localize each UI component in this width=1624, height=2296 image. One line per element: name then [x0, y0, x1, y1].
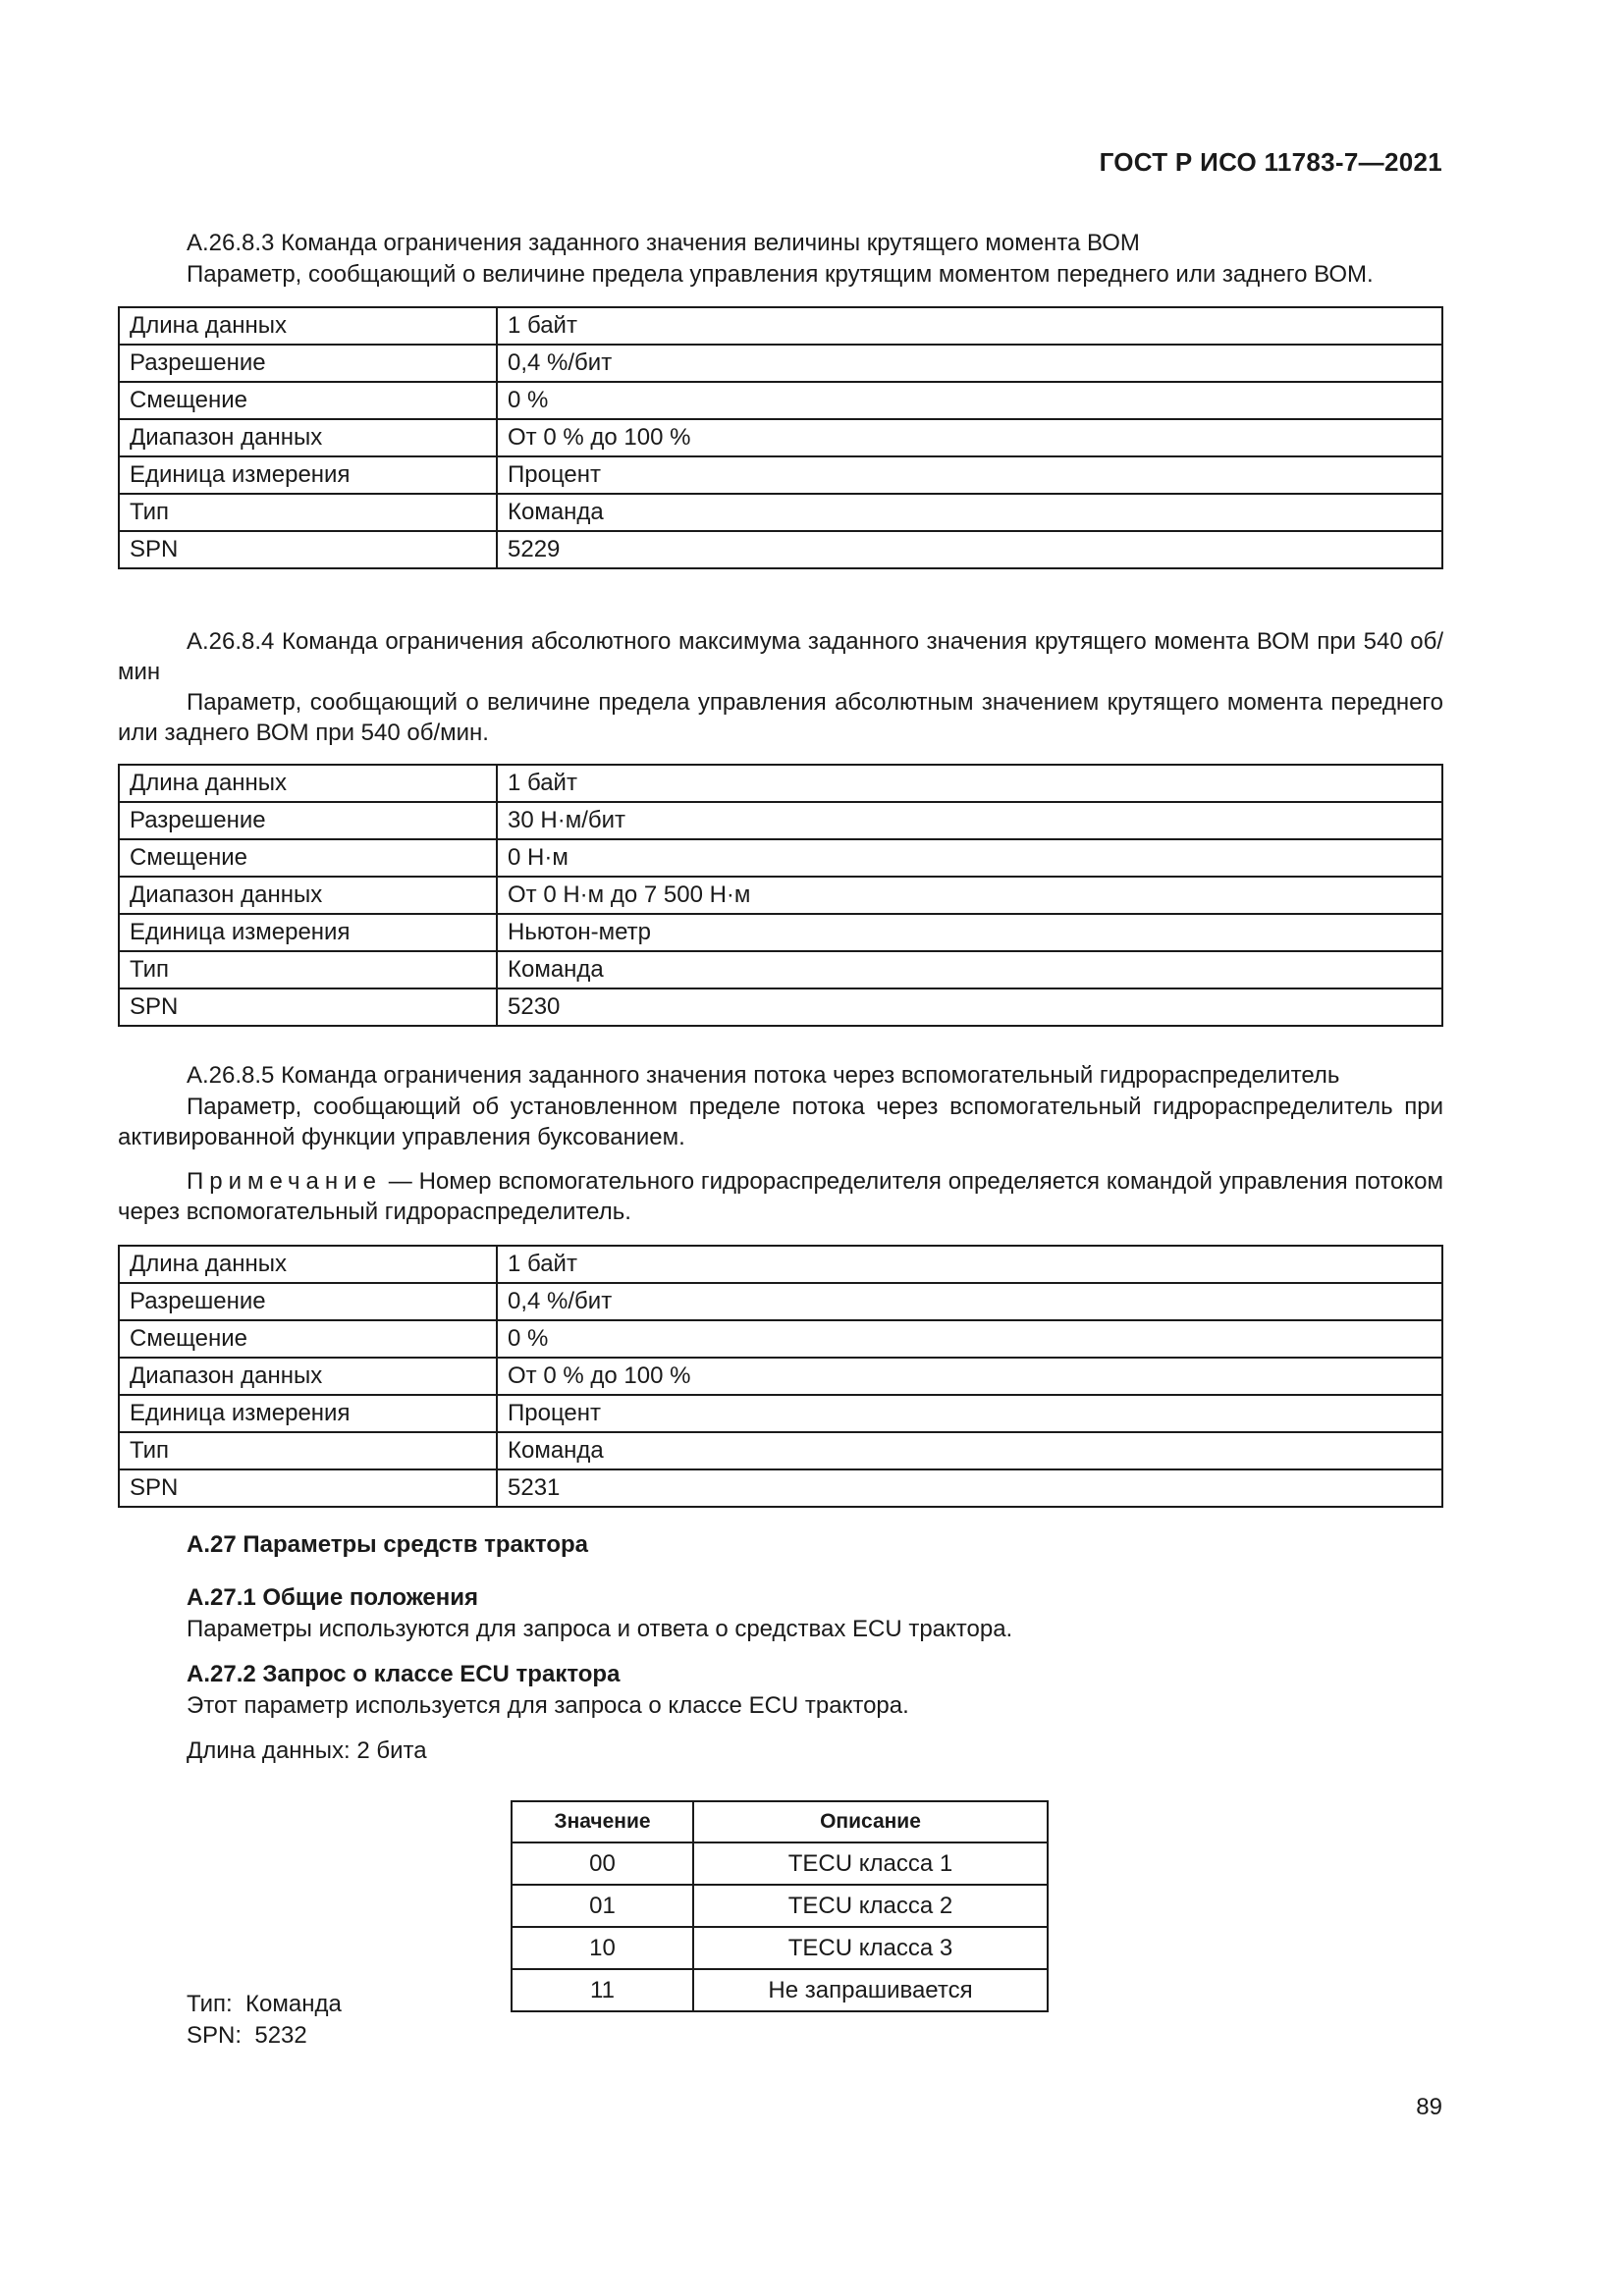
page-number: 89 [1416, 2094, 1442, 2120]
note-text: — Номер вспомогательного гидрораспределителя определяется командой управления потоком через вспомогательный гидрораспределитель. [118, 1168, 1443, 1225]
row-label: SPN [119, 1469, 497, 1507]
row-value: Процент [497, 1395, 1442, 1432]
value-cell: 01 [512, 1885, 693, 1927]
table-row [119, 382, 1442, 419]
parameter-table [118, 764, 1443, 1027]
row-value: 1 байт [497, 1246, 1442, 1283]
row-value: 5229 [497, 531, 1442, 568]
row-label: Смещение [119, 1320, 497, 1358]
description-cell: TECU класса 2 [693, 1885, 1048, 1927]
row-label: Тип [119, 1432, 497, 1469]
table-row [119, 494, 1442, 531]
description-cell: Не запрашивается [693, 1969, 1048, 2011]
row-value: От 0 % до 100 % [497, 419, 1442, 456]
data-length: Длина данных: 2 бита [187, 1737, 427, 1764]
row-label: Смещение [119, 382, 497, 419]
row-value: 5231 [497, 1469, 1442, 1507]
table-row [119, 1469, 1442, 1507]
row-label: Разрешение [119, 345, 497, 382]
row-value: Команда [497, 494, 1442, 531]
row-label: Разрешение [119, 1283, 497, 1320]
row-label: Единица измерения [119, 914, 497, 951]
table-row [119, 1395, 1442, 1432]
table-row [512, 1927, 1048, 1969]
row-value: 1 байт [497, 765, 1442, 802]
parameter-table [118, 1245, 1443, 1508]
description-cell: TECU класса 1 [693, 1842, 1048, 1885]
table-row [119, 345, 1442, 382]
row-label: Тип [119, 951, 497, 988]
row-value: 5230 [497, 988, 1442, 1026]
row-value: 0,4 %/бит [497, 345, 1442, 382]
table-row [119, 914, 1442, 951]
table-row [119, 307, 1442, 345]
row-label: SPN [119, 988, 497, 1026]
type-line [187, 1989, 776, 2019]
row-label: Тип [119, 494, 497, 531]
row-label: Единица измерения [119, 456, 497, 494]
table-row [119, 1358, 1442, 1395]
section-text: Параметр, сообщающий об установленном пределе потока через вспомогательный гидрораспределитель при активированной функции управления буксованием. [118, 1094, 1443, 1150]
subsection-text: Параметры используются для запроса и ответа о средствах ECU трактора. [187, 1616, 1013, 1642]
column-header: Значение [512, 1801, 693, 1842]
row-label: Смещение [119, 839, 497, 877]
row-label: Длина данных [119, 1246, 497, 1283]
table-row [119, 1320, 1442, 1358]
row-value: 1 байт [497, 307, 1442, 345]
section-text: Параметр, сообщающий о величине предела управления крутящим моментом переднего или заднего ВОМ. [187, 261, 1374, 288]
table-row [119, 802, 1442, 839]
section-heading: А.26.8.4 Команда ограничения абсолютного максимума заданного значения крутящего момента ВОМ при 540 об/мин [118, 628, 1443, 685]
table-row [119, 1432, 1442, 1469]
table-row [512, 1885, 1048, 1927]
row-value: 0 % [497, 1320, 1442, 1358]
row-value: 0,4 %/бит [497, 1283, 1442, 1320]
table-row [119, 988, 1442, 1026]
row-label: Диапазон данных [119, 419, 497, 456]
section-text: Параметр, сообщающий о величине предела управления абсолютным значением крутящего момента переднего или заднего ВОМ при 540 об/мин. [118, 689, 1443, 746]
value-cell: 00 [512, 1842, 693, 1885]
row-label: Длина данных [119, 307, 497, 345]
document-header: ГОСТ Р ИСО 11783-7—2021 [1099, 147, 1442, 177]
note-label: Примечание [187, 1168, 382, 1195]
row-value: Ньютон-метр [497, 914, 1442, 951]
row-value: 30 Н·м/бит [497, 802, 1442, 839]
row-value: Команда [497, 951, 1442, 988]
row-label: Разрешение [119, 802, 497, 839]
table-row [119, 419, 1442, 456]
section-heading: А.26.8.5 Команда ограничения заданного значения потока через вспомогательный гидрораспределитель [187, 1062, 1340, 1089]
spn-value: 5232 [254, 2022, 307, 2049]
value-cell: 11 [512, 1969, 693, 2011]
row-value: Команда [497, 1432, 1442, 1469]
row-value: От 0 % до 100 % [497, 1358, 1442, 1395]
row-label: Диапазон данных [119, 877, 497, 914]
table-row [119, 839, 1442, 877]
table-row [119, 877, 1442, 914]
table-row [119, 456, 1442, 494]
section-heading: А.26.8.3 Команда ограничения заданного значения величины крутящего момента ВОМ [187, 230, 1140, 256]
row-value: От 0 Н·м до 7 500 Н·м [497, 877, 1442, 914]
row-label: Единица измерения [119, 1395, 497, 1432]
column-header: Описание [693, 1801, 1048, 1842]
row-value: 0 Н·м [497, 839, 1442, 877]
table-row [119, 765, 1442, 802]
subsection-title: А.27.1 Общие положения [187, 1584, 479, 1611]
type-label: Тип: [187, 1991, 233, 2017]
row-label: SPN [119, 531, 497, 568]
description-cell: TECU класса 3 [693, 1927, 1048, 1969]
row-value: Процент [497, 456, 1442, 494]
table-row [119, 951, 1442, 988]
spn-line [187, 2020, 776, 2051]
section-title: А.27 Параметры средств трактора [187, 1531, 589, 1558]
row-value: 0 % [497, 382, 1442, 419]
table-row [119, 531, 1442, 568]
row-label: Длина данных [119, 765, 497, 802]
values-table [511, 1800, 1049, 2012]
spn-label: SPN: [187, 2022, 243, 2049]
table-row [119, 1283, 1442, 1320]
table-row [119, 1246, 1442, 1283]
table-row [512, 1842, 1048, 1885]
type-value: Команда [245, 1991, 342, 2017]
subsection-title: А.27.2 Запрос о классе ECU трактора [187, 1661, 621, 1687]
parameter-table [118, 306, 1443, 569]
row-label: Диапазон данных [119, 1358, 497, 1395]
value-cell: 10 [512, 1927, 693, 1969]
subsection-text: Этот параметр используется для запроса о классе ECU трактора. [187, 1692, 909, 1719]
table-header-row [512, 1801, 1048, 1842]
note [118, 1166, 1443, 1227]
